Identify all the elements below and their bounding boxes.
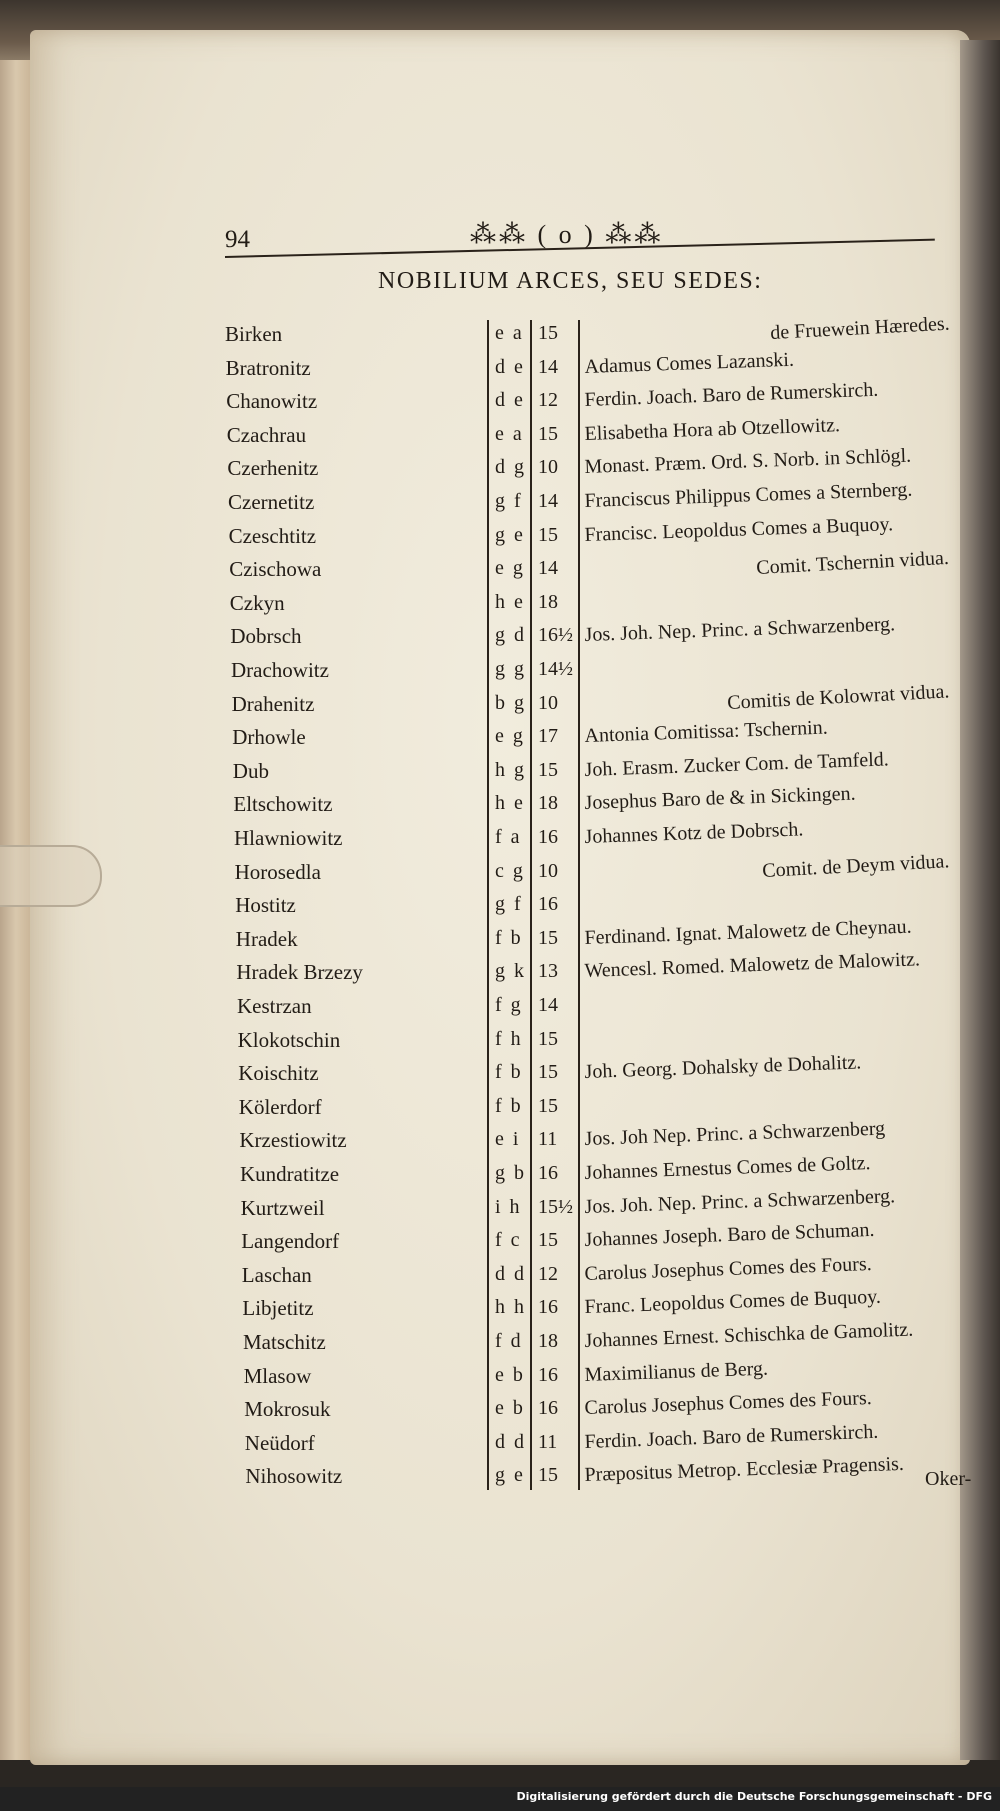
grid-reference: d g (495, 456, 526, 479)
seat-name: Czkyn (229, 590, 285, 615)
owner-name: Adamus Comes Lazanski. (584, 348, 795, 378)
seat-name: Chanowitz (226, 389, 318, 414)
owner-name: Joh. Georg. Dohalsky de Dohalitz. (584, 1051, 862, 1084)
owner-name: Francisc. Leopoldus Comes a Buquoy. (584, 512, 894, 546)
owner-name: Franciscus Philippus Comes a Sternberg. (584, 478, 913, 513)
footer-credit: Digitalisierung gefördert durch die Deutsche Forschungsgemeinschaft - DFG (516, 1790, 992, 1803)
seat-name: Mlasow (243, 1363, 312, 1388)
seat-name: Libjetitz (242, 1296, 314, 1321)
grid-reference: e b (495, 1397, 525, 1420)
seat-name: Dobrsch (230, 624, 302, 649)
grid-reference: g d (495, 624, 526, 647)
grid-reference: f g (495, 994, 523, 1016)
table-row (0, 849, 1000, 894)
table-row (0, 679, 1000, 726)
map-number: 16 (538, 1296, 558, 1319)
seat-name: Czernetitz (228, 490, 315, 514)
map-number: 14 (538, 490, 558, 512)
grid-reference: d e (495, 355, 525, 378)
seat-name: Czachrau (226, 422, 307, 447)
map-number: 10 (538, 859, 558, 882)
seat-name: Czeschtitz (228, 523, 317, 548)
table-row (0, 782, 1000, 826)
owner-name: Præpositus Metrop. Ecclesiæ Pragensis. (584, 1453, 905, 1487)
owner-name: Elisabetha Hora ab Otzellowitz. (584, 413, 841, 445)
map-number: 15 (538, 1027, 558, 1050)
grid-reference: e a (495, 322, 524, 344)
seat-name: Langendorf (241, 1229, 340, 1254)
owner-name: Jos. Joh. Nep. Princ. a Schwarzenberg. (584, 1184, 896, 1218)
seat-name: Neüdorf (244, 1430, 315, 1455)
owner-name: Joh. Erasm. Zucker Com. de Tamfeld. (584, 748, 890, 781)
grid-reference: f b (495, 1061, 523, 1084)
grid-reference: d e (495, 389, 525, 412)
owner-name: Comitis de Kolowrat vidua. (726, 679, 950, 714)
page-number: 94 (225, 226, 250, 253)
map-number: 15 (538, 1464, 558, 1487)
grid-reference: e g (495, 557, 525, 580)
map-number: 16 (538, 826, 558, 848)
seat-name: Koischitz (238, 1061, 319, 1086)
map-number: 16½ (538, 624, 573, 647)
seat-name: Bratronitz (225, 355, 311, 380)
grid-reference: e g (495, 725, 525, 748)
catchword: Oker- (925, 1468, 972, 1490)
seat-name: Eltschowitz (233, 792, 333, 817)
map-number: 11 (538, 1128, 558, 1151)
seat-name: Krzestiowitz (239, 1128, 347, 1153)
seat-name: Drachowitz (231, 658, 329, 682)
grid-reference: g k (495, 960, 526, 983)
grid-reference: e i (495, 1128, 521, 1151)
seat-name: Hostitz (235, 893, 296, 918)
owner-name: Jos. Joh Nep. Princ. a Schwarzenberg (584, 1117, 886, 1151)
owner-name: Wencesl. Romed. Malowetz de Malowitz. (584, 948, 921, 983)
owner-name: Ferdin. Joach. Baro de Rumerskirch. (584, 1420, 879, 1453)
owner-name: Maximilianus de Berg. (584, 1357, 769, 1386)
table-row (0, 547, 1000, 591)
map-number: 18 (538, 792, 558, 815)
grid-reference: g g (495, 658, 526, 680)
seat-name: Czischowa (229, 557, 322, 582)
map-number: 16 (538, 1397, 558, 1420)
owner-name: Jos. Joh. Nep. Princ. a Schwarzenberg. (584, 613, 896, 647)
seat-name: Klokotschin (237, 1027, 341, 1052)
table-row (0, 378, 1000, 423)
seat-name: Birken (225, 322, 283, 346)
seat-name: Laschan (241, 1262, 312, 1287)
grid-reference: f b (495, 926, 523, 949)
map-number: 12 (538, 389, 558, 412)
map-number: 15 (538, 1094, 558, 1117)
page-title: NOBILIUM ARCES, SEU SEDES: (378, 268, 763, 294)
grid-reference: d d (495, 1262, 526, 1285)
grid-reference: g e (495, 1464, 525, 1487)
map-number: 17 (538, 725, 558, 748)
table-row (0, 994, 1000, 1028)
table-row (0, 613, 1000, 658)
seat-name: Nihosowitz (245, 1464, 343, 1489)
seat-name: Matschitz (243, 1330, 326, 1354)
map-number: 15 (538, 422, 558, 445)
owner-name: Josephus Baro de & in Sickingen. (584, 782, 856, 815)
grid-reference: i h (495, 1195, 522, 1218)
owner-name: Johannes Ernestus Comes de Goltz. (584, 1152, 871, 1185)
map-number: 15 (538, 758, 558, 781)
seat-name: Drahenitz (231, 691, 315, 716)
owner-name: Johannes Joseph. Baro de Schuman. (584, 1219, 875, 1252)
map-number: 18 (538, 1330, 558, 1352)
owner-name: Carolus Josephus Comes des Fours. (584, 1252, 873, 1285)
grid-reference: g b (495, 1162, 526, 1184)
seat-name: Kestrzan (237, 994, 312, 1018)
map-number: 15 (538, 322, 558, 344)
table-row (0, 948, 1000, 994)
owner-name: Johannes Ernest. Schischka de Gamolitz. (584, 1318, 914, 1353)
map-number: 18 (538, 590, 558, 613)
grid-reference: f a (495, 826, 522, 848)
map-number: 14½ (538, 658, 573, 680)
table-row (0, 1453, 1000, 1498)
owner-name: de Fruewein Hæredes. (769, 312, 950, 345)
footer-bar (0, 1787, 1000, 1811)
header-ornament: ⁂⁂ ( o ) ⁂⁂ (470, 220, 664, 249)
grid-reference: c g (495, 859, 525, 882)
map-number: 14 (538, 557, 558, 580)
grid-reference: f b (495, 1094, 523, 1117)
grid-reference: e b (495, 1363, 525, 1386)
map-number: 14 (538, 355, 558, 378)
seat-name: Mokrosuk (244, 1397, 331, 1422)
map-number: 14 (538, 994, 558, 1016)
owner-name: Franc. Leopoldus Comes de Buquoy. (584, 1286, 882, 1319)
owner-name: Monast. Præm. Ord. S. Norb. in Schlögl. (584, 445, 912, 479)
grid-reference: b g (495, 691, 526, 714)
seat-name: Horosedla (234, 859, 321, 884)
map-number: 10 (538, 456, 558, 479)
grid-reference: f h (495, 1027, 523, 1050)
owner-name: Ferdin. Joach. Baro de Rumerskirch. (584, 378, 879, 412)
owner-name: Comit. Tschernin vidua. (756, 547, 950, 580)
grid-reference: h e (495, 590, 525, 613)
table-row (0, 1051, 1000, 1095)
owner-name: Ferdinand. Ignat. Malowetz de Cheynau. (584, 915, 912, 949)
table-row (0, 312, 1000, 356)
owner-name: Antonia Comitissa: Tschernin. (584, 716, 829, 748)
grid-reference: h h (495, 1296, 526, 1319)
grid-reference: g e (495, 523, 525, 546)
map-number: 15 (538, 1061, 558, 1084)
grid-reference: h e (495, 792, 525, 815)
grid-reference: f d (495, 1330, 523, 1352)
map-number: 13 (538, 960, 558, 983)
grid-reference: e a (495, 422, 524, 445)
grid-reference: g f (495, 490, 523, 512)
map-number: 16 (538, 1162, 558, 1184)
map-number: 16 (538, 893, 558, 916)
seat-name: Drhowle (232, 725, 306, 750)
owner-name: Johannes Kotz de Dobrsch. (584, 818, 804, 849)
owner-name: Comit. de Deym vidua. (761, 849, 950, 882)
grid-reference: g f (495, 893, 523, 916)
map-number: 15 (538, 523, 558, 546)
map-number: 15 (538, 926, 558, 949)
seat-name: Hradek Brzezy (236, 960, 363, 985)
owner-name: Carolus Josephus Comes des Fours. (584, 1387, 873, 1420)
map-number: 10 (538, 691, 558, 714)
seat-name: Kölerdorf (238, 1094, 322, 1119)
grid-reference: h g (495, 758, 526, 781)
table-row (0, 1318, 1000, 1364)
map-number: 15 (538, 1229, 558, 1252)
map-number: 11 (538, 1430, 558, 1453)
map-number: 15½ (538, 1195, 573, 1218)
grid-reference: f c (495, 1229, 522, 1252)
seat-name: Hlawniowitz (234, 826, 343, 850)
grid-reference: d d (495, 1430, 526, 1453)
seat-name: Kundratitze (240, 1162, 340, 1186)
seat-name: Dub (232, 758, 269, 783)
seat-name: Kurtzweil (240, 1195, 325, 1220)
seat-name: Hradek (235, 926, 298, 951)
map-number: 12 (538, 1262, 558, 1285)
map-number: 16 (538, 1363, 558, 1386)
seat-name: Czerhenitz (227, 456, 319, 481)
